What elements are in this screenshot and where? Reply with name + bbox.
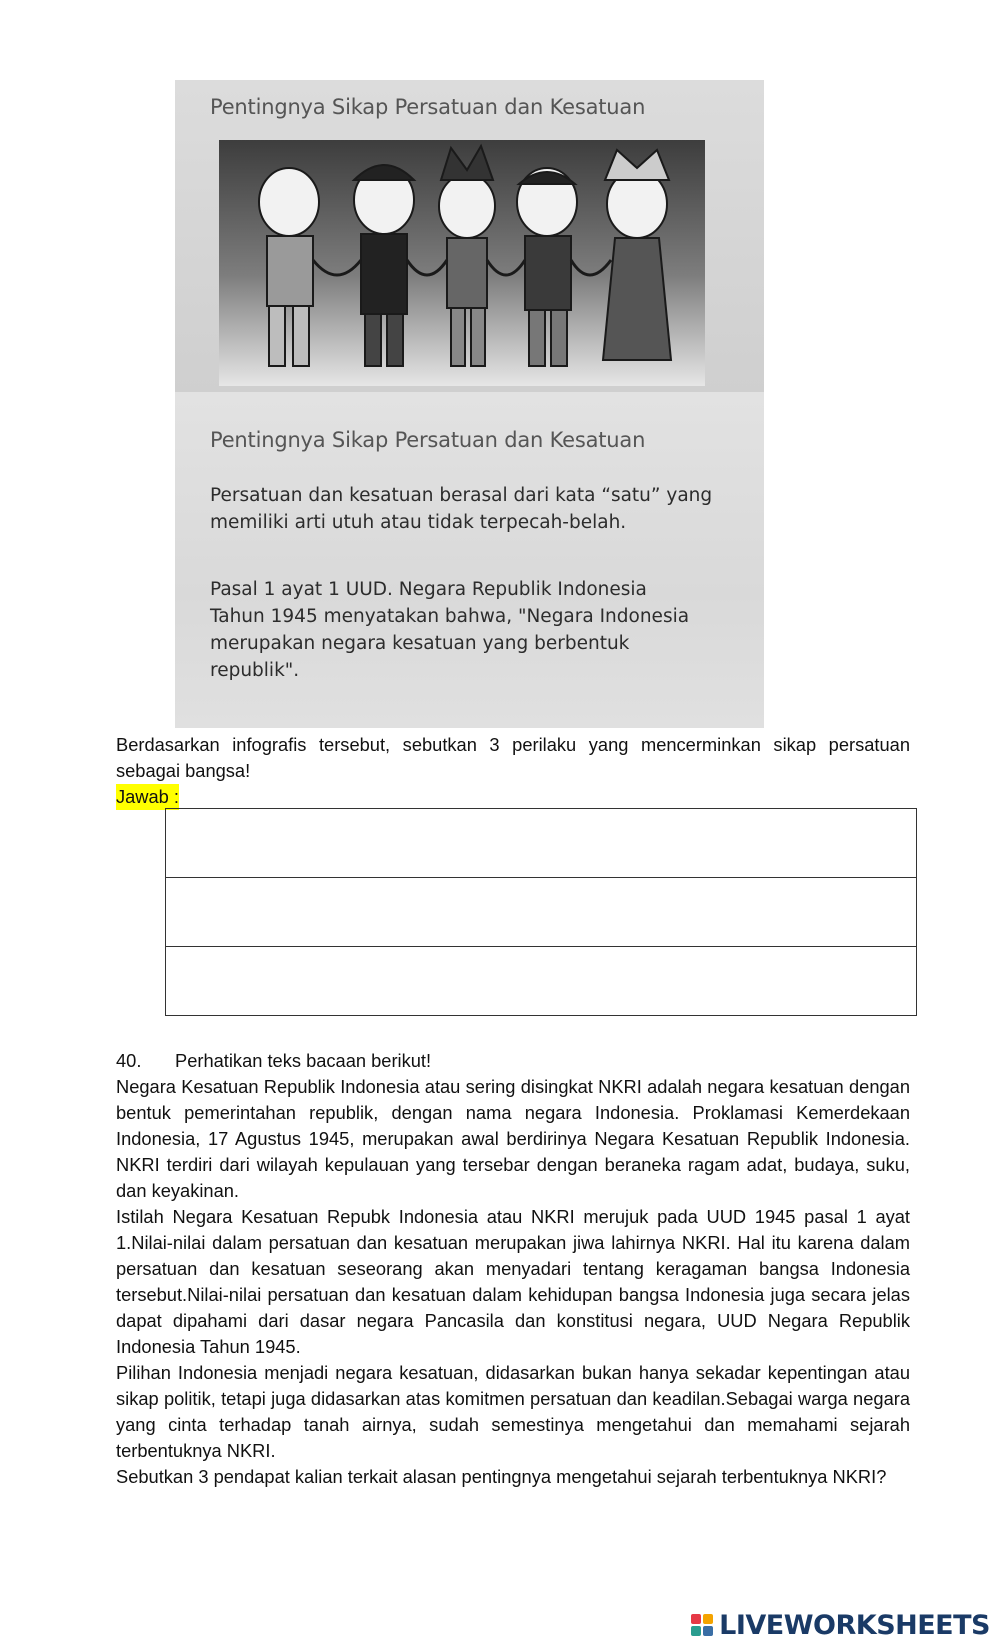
question-40-intro: Perhatikan teks bacaan berikut! [175, 1050, 432, 1071]
reading-paragraph-2: Istilah Negara Kesatuan Repubk Indonesia atau NKRI merujuk pada UUD 1945 pasal 1 ayat 1.Nilai-nilai dalam persatuan dan kesatuan merupakan jiwa lahirnya NKRI. Hal itu karena dalam persatuan dan kesatuan seseorang akan menyadari tentang keragaman bangsa Indonesia tersebut.Nilai-nilai persatuan dan kesatuan dalam kehidupan bangsa Indonesia juga secara jelas dapat dipahami dari dasar negara Pancasila dan konstitusi negara, UUD Negara Republik Indonesia Tahun 1945. [116, 1206, 910, 1357]
table-row [166, 947, 917, 1016]
logo-block [691, 1626, 701, 1636]
logo-block [703, 1626, 713, 1636]
question-number: 40. [116, 1050, 142, 1071]
infographic-heading-bottom: Pentingnya Sikap Persatuan dan Kesatuan [210, 428, 646, 452]
logo-blocks-icon [691, 1614, 713, 1636]
table-row [166, 878, 917, 947]
question-40-prompt: Sebutkan 3 pendapat kalian terkait alasan pentingnya mengetahui sejarah terbentuknya NKRI? [116, 1466, 887, 1487]
infographic-image [175, 80, 764, 728]
logo-block [691, 1614, 701, 1624]
question-40-header [116, 1048, 431, 1074]
infographic-heading-top: Pentingnya Sikap Persatuan dan Kesatuan [210, 95, 646, 119]
answer-cell [166, 878, 917, 947]
infographic-text-pasal: Pasal 1 ayat 1 UUD. Negara Republik Indonesia Tahun 1945 menyatakan bahwa, "Negara Indonesia merupakan negara kesatuan yang berbentuk republik". [210, 579, 690, 681]
answer-table [165, 808, 917, 1016]
brand-name: LIVEWORKSHEETS [719, 1609, 990, 1641]
answer-field-1[interactable] [166, 809, 916, 877]
answer-field-3[interactable] [166, 947, 916, 1015]
reading-paragraph-3: Pilihan Indonesia menjadi negara kesatuan, didasarkan bukan hanya sekadar kepentingan atau sikap politik, tetapi juga didasarkan atas komitmen persatuan dan keadilan.Sebagai warga negara yang cinta terhadap tanah airnya, sudah semestinya mengetahui dan memahami sejarah terbentuknya NKRI. [116, 1362, 910, 1461]
answer-cell [166, 809, 917, 878]
table-row [166, 809, 917, 878]
answer-cell [166, 947, 917, 1016]
question-40-reading [116, 1074, 910, 1490]
reading-paragraph-1: Negara Kesatuan Republik Indonesia atau sering disingkat NKRI adalah negara kesatuan dengan bentuk pemerintahan republik, dengan nama negara Indonesia. Proklamasi Kemerdekaan Indonesia, 17 Agustus 1945, merupakan awal berdirinya Negara Kesatuan Republik Indonesia. NKRI terdiri dari wilayah kepulauan yang tersebar dengan beraneka ragam adat, budaya, suku, dan keyakinan. [116, 1076, 910, 1201]
infographic-text-definition: Persatuan dan kesatuan berasal dari kata “satu” yang memiliki arti utuh atau tidak terpecah-belah. [210, 485, 713, 533]
liveworksheets-logo [691, 1610, 990, 1640]
answer-label: Jawab : [116, 784, 179, 810]
children-holding-hands-illustration [219, 140, 705, 386]
logo-block [703, 1614, 713, 1624]
question-39-prompt: Berdasarkan infografis tersebut, sebutkan 3 perilaku yang mencerminkan sikap persatuan sebagai bangsa! [116, 734, 910, 781]
answer-field-2[interactable] [166, 878, 916, 946]
